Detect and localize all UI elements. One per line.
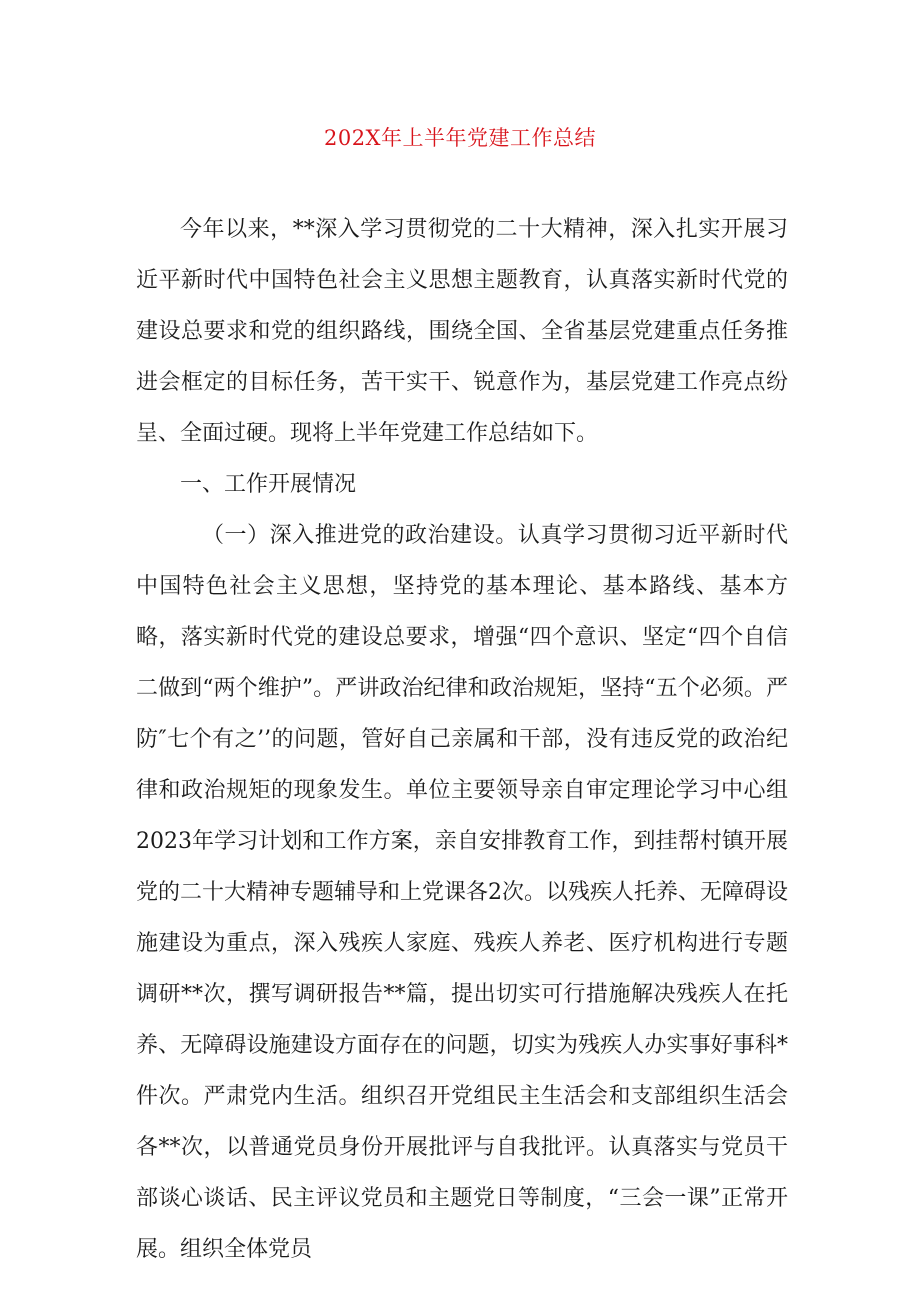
section-heading: 一、工作开展情况 bbox=[180, 472, 357, 497]
intro-paragraph: 今年以来，**深入学习贯彻党的二十大精神，深入扎实开展习近平新时代中国特色社会主义思想主题教育，认真落实新时代党的建设总要求和党的组织路线，围绕全国、全省基层党建重点任务推进会框定的目标任务，苦干实干、锐意作为，基层党建工作亮点纷呈、全面过硬。现将上半年党建工作总结如下。 bbox=[136, 217, 788, 446]
section-paragraph: （一）深入推进党的政治建设。认真学习贯彻习近平新时代中国特色社会主义思想，坚持党的基本理论、基本路线、基本方略，落实新时代党的建设总要求，增强“四个意识、坚定“四个自信二做到“两个维护”。严讲政治纪律和政治规矩，坚持“五个必须。严防″七个有之’’的问题，管好自己亲属和干部，没有违反党的政治纪律和政治规矩的现象发生。单位主要领导亲自审定理论学习中心组2023年学习计划和工作方案，亲自安排教育工作，到挂帮村镇开展党的二十大精神专题辅导和上党课各2次。以残疾人托养、无障碍设施建设为重点，深入残疾人家庭、残疾人养老、医疗机构进行专题调研**次，撰写调研报告**篇，提出切实可行措施解决残疾人在托养、无障碍设施建设方面存在的问题，切实为残疾人办实事好事科*件次。严肃党内生活。组织召开党组民主生活会和支部组织生活会各**次，以普通党员身份开展批评与自我批评。认真落实与党员干部谈心谈话、民主评议党员和主题党日等制度，“三会一课”正常开展。组织全体党员 bbox=[136, 523, 788, 1262]
document-title: 202X年上半年党建工作总结 bbox=[323, 126, 597, 150]
document-body bbox=[136, 204, 788, 1275]
